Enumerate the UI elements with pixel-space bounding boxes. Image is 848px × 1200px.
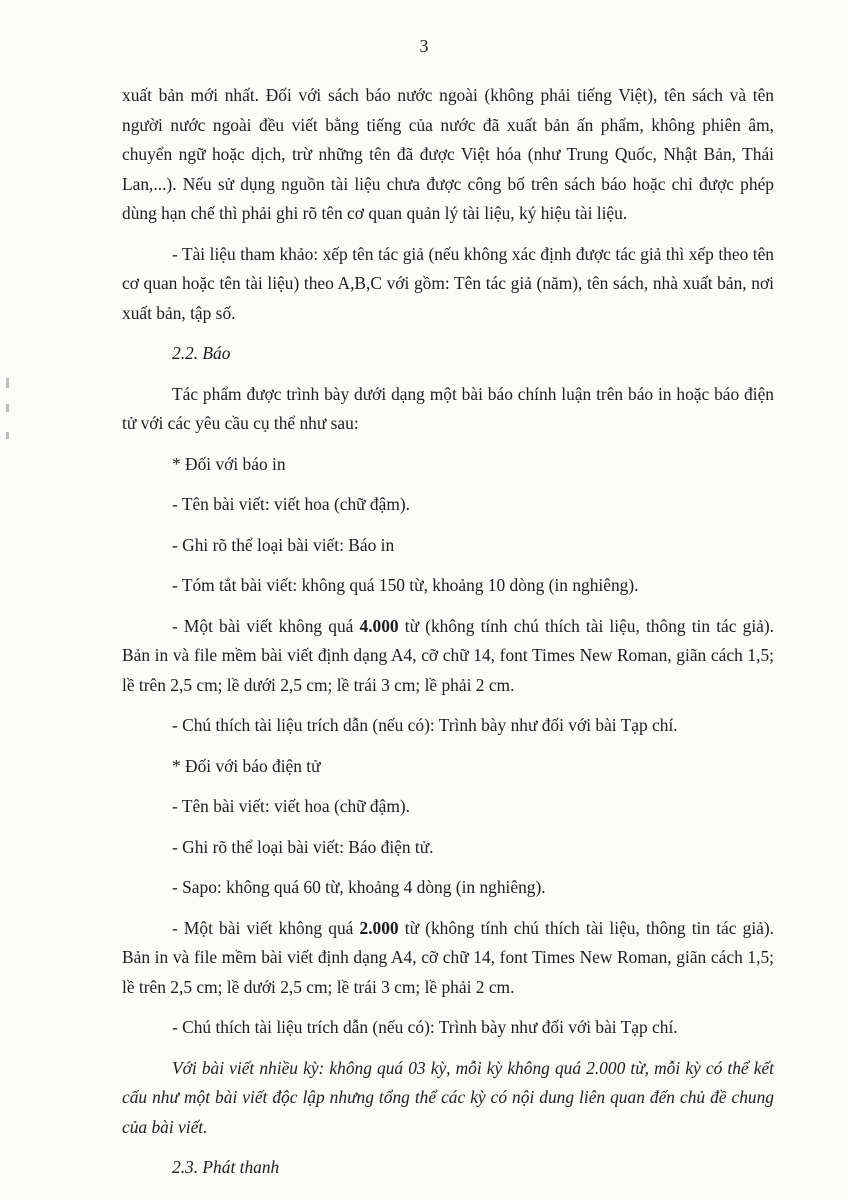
paragraph-references: - Tài liệu tham khảo: xếp tên tác giả (nếu không xác định được tác giả thì xếp theo tên cơ quan hoặc tên tài liệu) theo A,B,C với gồm: Tên tác giả (năm), tên sách, nhà xuất bản, nơi xuất bản, tập số.	[122, 243, 774, 323]
subsection-heading-online: * Đối với báo điện tử	[172, 755, 321, 776]
paragraph: xuất bản mới nhất. Đối với sách báo nước ngoài (không phải tiếng Việt), tên sách và tên người nước ngoài đều viết bằng tiếng của nước đã xuất bản ấn phẩm, không phiên âm, chuyển ngữ hoặc dịch, trừ những tên đã được Việt hóa (như Trung Quốc, Nhật Bản, Thái Lan,...). Nếu sử dụng nguồn tài liệu chưa được công bố trên sách báo hoặc chỉ được phép dùng hạn chế thì phải ghi rõ tên cơ quan quản lý tài liệu, ký hiệu tài liệu.	[122, 85, 774, 223]
list-item-length	[122, 914, 774, 1003]
text-fragment: - Một bài viết không quá	[172, 917, 360, 938]
scan-artifact	[6, 378, 9, 388]
word-limit: 2.000	[359, 917, 399, 938]
list-item: - Ghi rõ thể loại bài viết: Báo điện tử.	[172, 836, 434, 857]
list-item: - Tên bài viết: viết hoa (chữ đậm).	[172, 796, 411, 816]
text-fragment: từ (không tính chú thích tài liệu, thông tin tác giả). Bản in và file mềm bài viết định dạng A4, cỡ chữ 14, font Times New Roman, giãn cách 1,5; lề trên 2,5 cm; lề dưới 2,5 cm; lề trái 3 cm; lề phải 2 cm.	[122, 917, 775, 997]
list-item: - Chú thích tài liệu trích dẫn (nếu có): Trình bày như đối với bài Tạp chí.	[172, 1017, 678, 1037]
document-body	[122, 81, 774, 1194]
page-number: 3	[419, 36, 429, 56]
note-multi-part: Với bài viết nhiều kỳ: không quá 03 kỳ, mỗi kỳ không quá 2.000 từ, mỗi kỳ có thể kết cấu như một bài viết độc lập nhưng tổng thể các kỳ có nội dung liên quan đến chủ đề chung của bài viết.	[122, 1057, 774, 1137]
list-item: - Sapo: không quá 60 từ, khoảng 4 dòng (in nghiêng).	[172, 877, 546, 897]
subsection-heading-print: * Đối với báo in	[172, 453, 286, 474]
list-item: - Chú thích tài liệu trích dẫn (nếu có): Trình bày như đối với bài Tạp chí.	[172, 715, 678, 735]
section-heading: 2.3. Phát thanh	[172, 1157, 280, 1177]
list-item: - Tên bài viết: viết hoa (chữ đậm).	[172, 494, 411, 514]
paragraph: Tác phẩm được trình bày dưới dạng một bài báo chính luận trên báo in hoặc báo điện tử với các yêu cầu cụ thể như sau:	[122, 383, 774, 433]
scan-artifact	[6, 404, 9, 412]
list-item: - Tóm tắt bài viết: không quá 150 từ, khoảng 10 dòng (in nghiêng).	[172, 575, 639, 595]
list-item: - Ghi rõ thể loại bài viết: Báo in	[172, 534, 395, 555]
word-limit: 4.000	[359, 615, 399, 636]
list-item-length	[122, 612, 774, 701]
text-fragment: - Một bài viết không quá	[172, 615, 360, 636]
scan-artifact	[6, 432, 9, 439]
text-fragment: từ (không tính chú thích tài liệu, thông tin tác giả). Bản in và file mềm bài viết định dạng A4, cỡ chữ 14, font Times New Roman, giãn cách 1,5; lề trên 2,5 cm; lề dưới 2,5 cm; lề trái 3 cm; lề phải 2 cm.	[122, 615, 775, 695]
section-heading: 2.2. Báo	[172, 343, 231, 363]
